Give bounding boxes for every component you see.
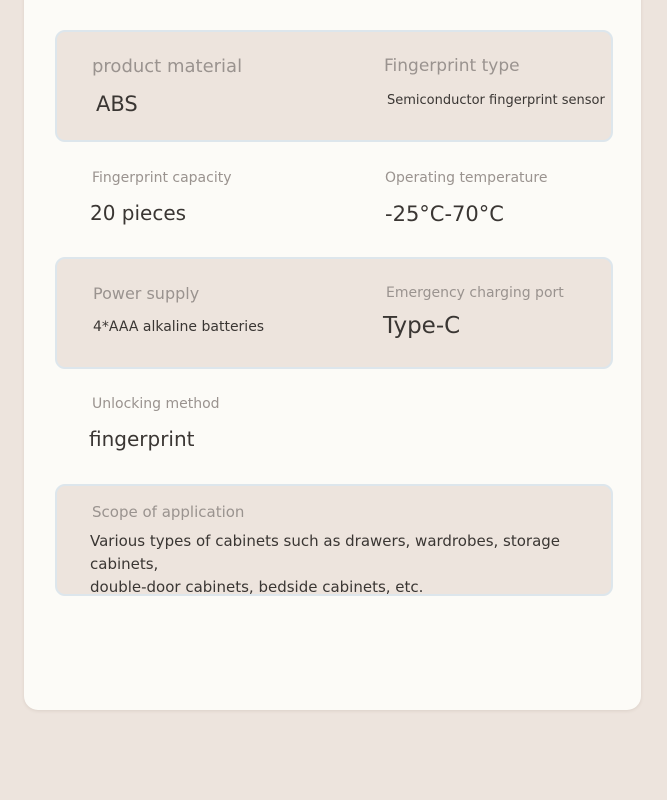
operating-temperature-value: -25°C-70°C	[385, 202, 504, 226]
fingerprint-capacity-value: 20 pieces	[90, 201, 187, 225]
unlocking-method-value: fingerprint	[89, 427, 195, 451]
scope-line-2: double-door cabinets, bedside cabinets, etc.	[90, 578, 424, 596]
product-material-label: product material	[92, 56, 243, 77]
unlocking-method-label: Unlocking method	[92, 396, 220, 412]
spec-row-material	[55, 30, 613, 142]
fingerprint-type-label: Fingerprint type	[384, 56, 520, 76]
spec-row-capacity	[55, 146, 613, 254]
product-material-value: ABS	[96, 92, 138, 116]
fingerprint-capacity-label: Fingerprint capacity	[92, 170, 232, 186]
charging-port-value: Type-C	[383, 313, 461, 339]
charging-port-label: Emergency charging port	[386, 285, 564, 301]
spec-row-scope	[55, 484, 613, 596]
power-supply-value: 4*AAA alkaline batteries	[93, 319, 265, 335]
operating-temperature-label: Operating temperature	[385, 170, 548, 186]
scope-line-1: Various types of cabinets such as drawers, wardrobes, storage cabinets,	[90, 532, 561, 573]
fingerprint-type-value: Semiconductor fingerprint sensor	[387, 93, 605, 108]
spec-row-unlocking	[55, 372, 613, 480]
spec-row-power	[55, 257, 613, 369]
power-supply-label: Power supply	[93, 284, 200, 303]
scope-value	[90, 530, 570, 599]
scope-label: Scope of application	[92, 503, 245, 521]
